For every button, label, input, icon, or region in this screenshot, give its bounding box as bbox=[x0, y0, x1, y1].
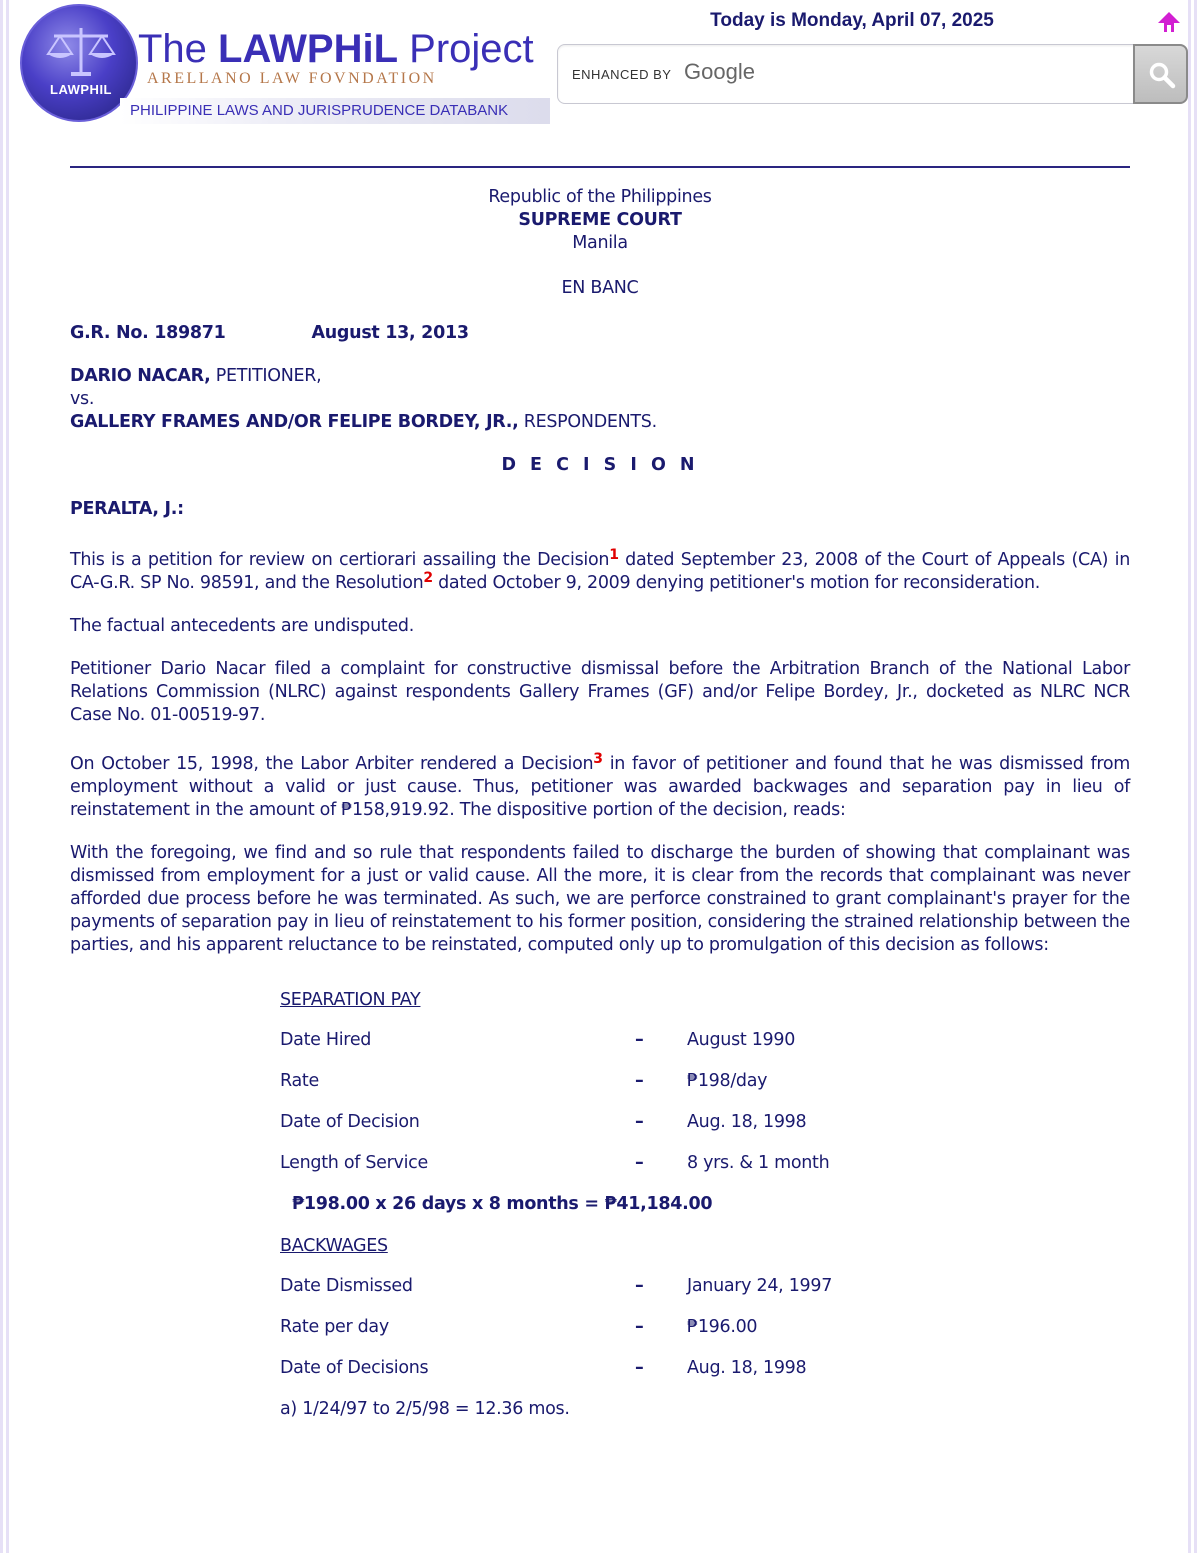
gr-number: G.R. No. 189871 bbox=[70, 323, 226, 343]
search-enhanced-label: ENHANCED BY bbox=[572, 67, 672, 82]
row-label: Length of Service bbox=[280, 1153, 428, 1173]
respondent-line bbox=[70, 411, 1130, 434]
today-date: Today is Monday, April 07, 2025 bbox=[710, 10, 994, 31]
decision-document bbox=[70, 186, 1130, 1429]
row-label: Date Dismissed bbox=[280, 1276, 413, 1296]
respondent-name: GALLERY FRAMES AND/OR FELIPE BORDEY, JR., bbox=[70, 412, 519, 432]
row-value: 8 yrs. & 1 month bbox=[687, 1153, 830, 1173]
search-magnifier-icon bbox=[1148, 61, 1176, 89]
table-row bbox=[280, 1102, 1130, 1143]
table-row bbox=[280, 1307, 1130, 1348]
paragraph-text: in favor of petitioner and found that he was dismissed from employment without a valid or just cause. Thus, petitioner was awarded backwages and separation pay in lieu of reinstatement in the amount of ₱158,919.92. The dispositive portion of the decision, reads: bbox=[70, 754, 1130, 820]
paragraph-complaint: Petitioner Dario Nacar filed a complaint for constructive dismissal before the Arbitration Branch of the National Labor Relations Commission (NLRC) against respondents Gallery Frames (GF) and/or Felipe Bordey, Jr., docketed as NLRC NCR Case No. 01-00519-97. bbox=[70, 659, 1130, 725]
paragraph-text: This is a petition for review on certiorari assailing the Decision bbox=[70, 550, 610, 570]
separation-pay-heading: SEPARATION PAY bbox=[280, 990, 421, 1010]
site-tagline: PHILIPPINE LAWS AND JURISPRUDENCE DATABANK bbox=[120, 98, 550, 124]
paragraph-text: dated September 23, 2008 of the Court of Appeals (CA) in CA-G.R. SP No. 98591, and the Resolution bbox=[70, 550, 1130, 593]
table-row bbox=[280, 1348, 1130, 1389]
search-input[interactable] bbox=[557, 44, 1135, 104]
footnote-link-3[interactable]: 3 bbox=[593, 751, 603, 767]
ponente: PERALTA, J.: bbox=[70, 499, 184, 519]
table-row bbox=[280, 1266, 1130, 1307]
paragraph-petition bbox=[70, 549, 1130, 595]
item-text: a) 1/24/97 to 2/5/98 = 12.36 mos. bbox=[280, 1399, 570, 1419]
computation-section bbox=[70, 989, 1130, 1429]
footnote-link-2[interactable]: 2 bbox=[423, 570, 433, 586]
row-dash: – bbox=[635, 1317, 644, 1337]
decision-heading: D E C I S I O N bbox=[501, 455, 699, 475]
separation-pay-formula bbox=[70, 1184, 920, 1225]
site-title-suffix: Project bbox=[398, 27, 534, 71]
row-dash: – bbox=[635, 1030, 644, 1050]
court-city: Manila bbox=[572, 233, 628, 253]
row-dash: – bbox=[635, 1071, 644, 1091]
row-label: Date of Decision bbox=[280, 1112, 420, 1132]
scales-of-justice-icon bbox=[44, 24, 118, 78]
row-label: Rate per day bbox=[280, 1317, 389, 1337]
search-button[interactable] bbox=[1133, 44, 1188, 104]
table-row bbox=[280, 1020, 1130, 1061]
lawphil-logo[interactable] bbox=[20, 4, 560, 122]
table-row bbox=[280, 1061, 1130, 1102]
court-header bbox=[70, 186, 1130, 255]
search-provider-label: Google bbox=[684, 59, 755, 84]
row-value: Aug. 18, 1998 bbox=[687, 1358, 807, 1378]
row-label: Date of Decisions bbox=[280, 1358, 429, 1378]
footnote-link-1[interactable]: 1 bbox=[609, 547, 619, 563]
case-number-line bbox=[70, 322, 1130, 345]
site-title bbox=[138, 24, 534, 74]
row-dash: – bbox=[635, 1112, 644, 1132]
page bbox=[12, 0, 1188, 1553]
foundation-name: ARELLANO LAW FOVNDATION bbox=[147, 70, 437, 87]
paragraph-labor-arbiter bbox=[70, 753, 1130, 822]
computation-table bbox=[280, 989, 1130, 1430]
row-value: August 1990 bbox=[687, 1030, 796, 1050]
site-title-brand: LAWPHiL bbox=[218, 27, 399, 71]
home-up-arrow-icon[interactable] bbox=[1156, 10, 1182, 36]
row-value: ₱196.00 bbox=[687, 1317, 758, 1337]
paragraph-antecedents: The factual antecedents are undisputed. bbox=[70, 616, 414, 636]
respondent-role: RESPONDENTS. bbox=[518, 412, 657, 432]
row-value: Aug. 18, 1998 bbox=[687, 1112, 807, 1132]
republic-line: Republic of the Philippines bbox=[488, 187, 712, 207]
backwages-item-a bbox=[280, 1389, 1130, 1430]
formula-text: ₱198.00 x 26 days x 8 months = ₱41,184.00 bbox=[292, 1194, 713, 1214]
petitioner-role: PETITIONER, bbox=[210, 366, 322, 386]
paragraph-text: On October 15, 1998, the Labor Arbiter rendered a Decision bbox=[70, 754, 594, 774]
site-header bbox=[12, 0, 1188, 125]
petitioner-name: DARIO NACAR, bbox=[70, 366, 211, 386]
row-dash: – bbox=[635, 1153, 644, 1173]
header-divider bbox=[70, 166, 1130, 168]
decision-date: August 13, 2013 bbox=[311, 323, 469, 343]
row-dash: – bbox=[635, 1276, 644, 1296]
row-value: ₱198/day bbox=[687, 1071, 768, 1091]
backwages-heading: BACKWAGES bbox=[280, 1236, 388, 1256]
row-label: Rate bbox=[280, 1071, 319, 1091]
petitioner-line bbox=[70, 365, 1130, 388]
row-label: Date Hired bbox=[280, 1030, 372, 1050]
row-value: January 24, 1997 bbox=[687, 1276, 833, 1296]
court-name: SUPREME COURT bbox=[518, 210, 682, 230]
row-dash: – bbox=[635, 1358, 644, 1378]
logo-badge-text: LAWPHIL bbox=[50, 82, 112, 97]
paragraph-dispositive: With the foregoing, we find and so rule that respondents failed to discharge the burden of showing that complainant was dismissed from employment for a just or valid cause. All the more, it is clear from the records that complainant was never afforded due process before he was terminated. As such, we are perforce constrained to grant complainant's prayer for the payments of separation pay in lieu of reinstatement to his former position, considering the strained relationship between the parties, and his apparent reluctance to be reinstated, computed only up to promulgation of this decision as follows: bbox=[70, 843, 1130, 955]
table-row bbox=[280, 1143, 1130, 1184]
division-label: EN BANC bbox=[561, 278, 639, 298]
case-parties bbox=[70, 365, 1130, 434]
versus-label: vs. bbox=[70, 389, 95, 409]
site-title-prefix: The bbox=[138, 27, 219, 71]
paragraph-text: dated October 9, 2009 denying petitioner's motion for reconsideration. bbox=[432, 573, 1041, 593]
